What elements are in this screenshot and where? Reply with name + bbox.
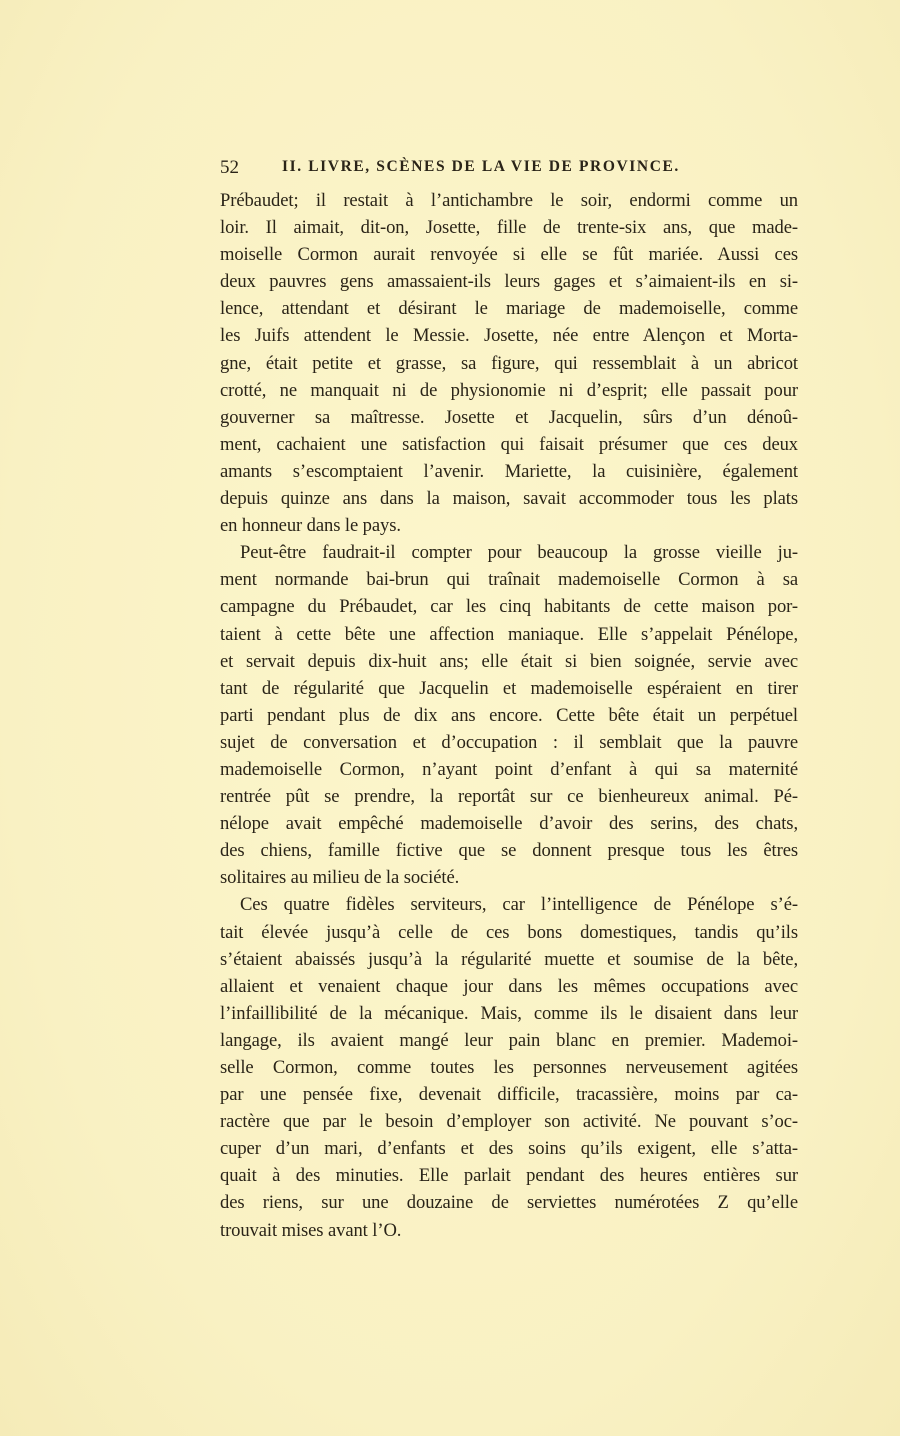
text-line: Ces quatre fidèles serviteurs, car l’intelligence de Pénélope s’é- [240,894,798,916]
text-line: par une pensée fixe, devenait difficile, tracassière, moins par ca- [220,1084,798,1106]
text-line: tait élevée jusqu’à celle de ces bons domestiques, tandis qu’ils [220,921,798,943]
text-line: sujet de conversation et d’occupation : il semblait que la pauvre [220,731,798,753]
text-line: des chiens, famille fictive que se donnent presque tous les êtres [220,840,798,862]
text-line: selle Cormon, comme toutes les personnes nerveusement agitées [220,1057,798,1078]
text-line: rentrée pût se prendre, la reportât sur ce bienheureux animal. Pé- [220,786,798,808]
text-line: mademoiselle Cormon, n’ayant point d’enfant à qui sa maternité [220,758,798,780]
text-line: des riens, sur une douzaine de serviettes numérotées Z qu’elle [220,1192,798,1214]
text-line: taient à cette bête une affection maniaque. Elle s’appelait Pénélope, [220,623,798,645]
text-line: les Juifs attendent le Messie. Josette, née entre Alençon et Morta- [220,325,798,347]
text-line: cuper d’un mari, d’enfants et des soins qu’ils exigent, elle s’atta- [220,1138,798,1160]
text-line: et servait depuis dix-huit ans; elle était si bien soignée, servie avec [220,650,798,672]
page-header [220,157,800,183]
text-line: quait à des minuties. Elle parlait pendant des heures entières sur [220,1165,798,1187]
paragraph [220,891,798,1243]
paragraph [220,539,798,891]
paragraph [220,187,798,539]
text-line: nélope avait empêché mademoiselle d’avoir des serins, des chats, [220,813,798,835]
text-line: deux pauvres gens amassaient-ils leurs gages et s’aimaient-ils en si- [220,271,798,293]
text-line: tant de régularité que Jacquelin et mademoiselle espéraient en tirer [220,677,798,699]
body-text [220,187,798,1244]
text-line: en honneur dans le pays. [220,515,401,537]
text-line: l’infaillibilité de la mécanique. Mais, comme ils le disaient dans leur [220,1002,798,1024]
text-line: gne, était petite et grasse, sa figure, qui ressemblait à un abricot [220,352,798,374]
text-line: allaient et venaient chaque jour dans les mêmes occupations avec [220,975,798,997]
text-line: langage, ils avaient mangé leur pain blanc en premier. Mademoi- [220,1029,798,1051]
text-line: Prébaudet; il restait à l’antichambre le soir, endormi comme un [220,190,798,211]
text-line: moiselle Cormon aurait renvoyée si elle se fût mariée. Aussi ces [220,244,798,266]
text-line: ractère que par le besoin d’employer son activité. Ne pouvant s’oc- [220,1111,798,1133]
text-line: gouverner sa maîtresse. Josette et Jacquelin, sûrs d’un dénoû- [220,406,798,428]
text-line: campagne du Prébaudet, car les cinq habitants de cette maison por- [220,596,798,618]
text-line: crotté, ne manquait ni de physionomie ni d’esprit; elle passait pour [220,379,798,401]
text-line: s’étaient abaissés jusqu’à la régularité muette et soumise de la bête, [220,948,798,970]
text-line: Peut-être faudrait-il compter pour beaucoup la grosse vieille ju- [240,542,798,564]
page-number: 52 [220,157,239,178]
text-line: depuis quinze ans dans la maison, savait accommoder tous les plats [220,488,798,510]
text-line: lence, attendant et désirant le mariage de mademoiselle, comme [220,298,798,320]
text-line: solitaires au milieu de la société. [220,867,460,889]
text-line: loir. Il aimait, dit-on, Josette, fille de trente-six ans, que made- [220,217,798,239]
text-line: parti pendant plus de dix ans encore. Cette bête était un perpétuel [220,704,798,726]
text-line: ment, cachaient une satisfaction qui faisait présumer que ces deux [220,433,798,455]
text-line: trouvait mises avant l’O. [220,1219,402,1241]
text-line: amants s’escomptaient l’avenir. Mariette, la cuisinière, également [220,460,798,482]
running-head: II. LIVRE, SCÈNES DE LA VIE DE PROVINCE. [282,158,680,175]
text-line: ment normande bai-brun qui traînait mademoiselle Cormon à sa [220,569,798,591]
